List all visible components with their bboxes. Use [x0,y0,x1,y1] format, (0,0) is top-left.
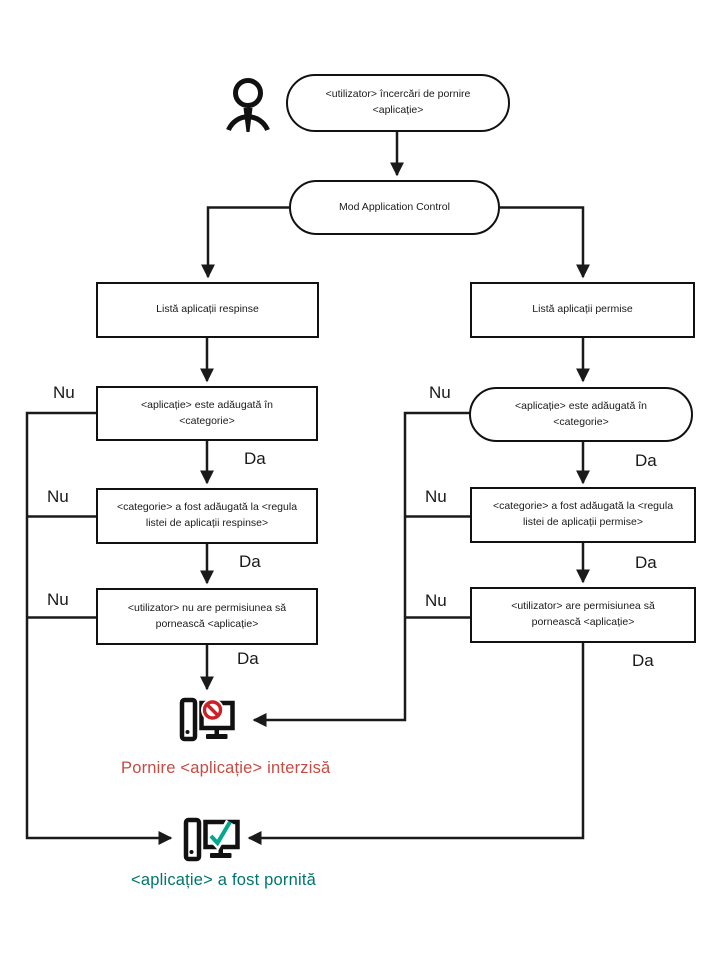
node-denylist: Listă aplicații respinse [96,282,319,338]
connector-mode-to-denylist [208,208,289,278]
edge-label-da: Da [635,553,657,572]
edge-label-nu: Nu [47,590,69,609]
node-allowlist: Listă aplicații permise [470,282,695,338]
edge-label-da: Da [239,552,261,571]
edge-label-da: Da [244,449,266,468]
node-deny-category-rule: <categorie> a fost adăugată la <regula listei de aplicații respinse> [96,488,318,544]
node-deny-in-category: <aplicație> este adăugată în <categorie> [96,386,318,441]
started-computer-icon [186,820,238,859]
edge-label-da: Da [237,649,259,668]
blocked-computer-icon [182,699,233,740]
connector-allow-nu-bus-to-blocked [254,413,470,720]
connector-allow-da-3-to-started [249,643,583,838]
outcome-started-text: <aplicație> a fost pornită [131,871,316,889]
outcome-blocked-text: Pornire <aplicație> interzisă [121,759,331,777]
edge-label-nu: Nu [425,591,447,610]
node-allow-in-category: <aplicație> este adăugată în <categorie> [469,387,693,442]
node-allow-category-rule: <categorie> a fost adăugată la <regula listei de aplicații permise> [470,487,696,543]
connector-mode-to-allowlist [500,208,583,278]
user-icon [229,81,268,133]
edge-label-da: Da [635,451,657,470]
node-application-control-mode: Mod Application Control [289,180,500,235]
node-start: <utilizator> încercări de pornire <aplicație> [286,74,510,132]
edge-label-nu: Nu [429,383,451,402]
edge-label-nu: Nu [53,383,75,402]
edge-label-da: Da [632,651,654,670]
edge-label-nu: Nu [425,487,447,506]
edge-label-nu: Nu [47,487,69,506]
node-allow-user-permission: <utilizator> are permisiunea să pornească <aplicație> [470,587,696,643]
node-deny-user-permission: <utilizator> nu are permisiunea să pornească <aplicație> [96,588,318,645]
prohibition-icon [205,702,221,718]
